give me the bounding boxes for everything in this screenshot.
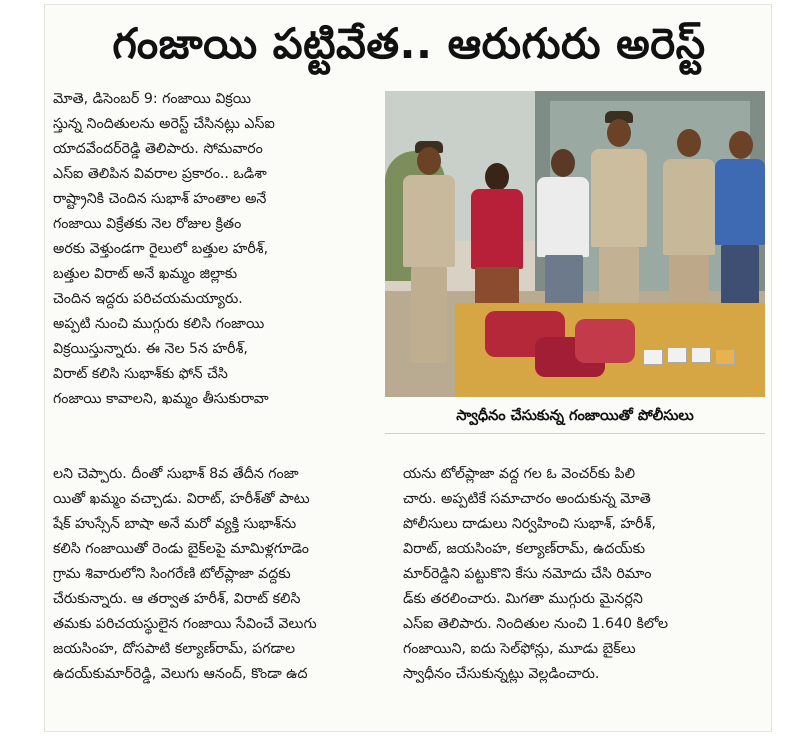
article-line: మోతె, డిసెంబర్ 9: గంజాయి విక్రయి <box>53 91 251 107</box>
article-line: విరాట్, జయసింహ, కల్యాణ్‌రామ్, ఉదయ్‌కు <box>403 541 645 557</box>
article-line: బత్తుల విరాట్ అనే ఖమ్మం జిల్లాకు <box>53 266 238 282</box>
article-column-right <box>403 462 765 687</box>
article-line: గంజాయి కావాలని, ఖమ్మం తీసుకురావా <box>53 391 269 407</box>
article-line: పోలీసులు దాడులు నిర్వహించి సుభాశ్, హరీశ్, <box>403 516 656 532</box>
article-line: యాదవేందర్‌రెడ్డి తెలిపారు. సోమవారం <box>53 141 263 157</box>
article-line: గ్రామ శివారులోని సింగరేణి టోల్‌ప్లాజా వద్దకు <box>53 566 291 582</box>
article-line: రాష్ట్రానికి చెందిన సుభాశ్ హంతాల అనే <box>53 191 267 207</box>
phone-item <box>667 347 687 363</box>
article-line: యితో ఖమ్మం వచ్చాడు. విరాట్, హరీశ్‌తో పాటు <box>53 491 310 507</box>
article-line: జయసింహ, దోసపాటి కల్యాణ్‌రామ్, పగడాల <box>53 641 296 657</box>
article-line: విరాట్ కలిసి సుభాశ్‌కు ఫోన్ చేసి <box>53 366 228 382</box>
news-clipping <box>44 4 772 732</box>
article-line: డ్‌కు తరలించారు. మిగతా ముగ్గురు మైనర్లని <box>403 591 643 607</box>
article-line: గంజాయిని, ఐదు సెల్‌ఫోన్లు, మూడు బైక్‌లు <box>403 641 636 657</box>
article-line: మార్‌రెడ్డిని పట్టుకొని కేసు నమోదు చేసి రిమాం <box>403 566 652 582</box>
caption-rule <box>385 433 765 434</box>
article-column-left <box>53 462 401 687</box>
article-line: చెందిన ఇద్దరు పరిచయమయ్యారు. <box>53 291 243 307</box>
article-line: విక్రయిస్తున్నారు. ఈ నెల 5న హరీశ్, <box>53 341 248 357</box>
article-line: అప్పటి నుంచి ముగ్గురు కలిసి గంజాయి <box>53 316 265 332</box>
phone-item <box>643 349 663 365</box>
article-line: తమకు పరిచయస్థులైన గంజాయి సేవించే వెలుగు <box>53 616 317 632</box>
article-line: చారు. అప్పటికే సమాచారం అందుకున్న మోతె <box>403 491 651 507</box>
headline: గంజాయి పట్టివేత.. ఆరుగురు అరెస్ట్ <box>112 19 706 68</box>
article-line: ఉదయ్‌కుమార్‌రెడ్డి, వెలుగు ఆనంద్, కొండా ఉద <box>53 666 308 682</box>
article-line: ఎస్ఐ తెలిపిన వివరాల ప్రకారం.. ఒడిశా <box>53 166 267 182</box>
article-line: కలిసి గంజాయితో రెండు బైక్‌లపై మామిళ్లగూడెం <box>53 541 309 557</box>
ganja-bag <box>575 319 635 363</box>
article-line: ఎస్ఐ తెలిపారు. నిందితుల నుంచి 1.640 కిలోల <box>403 616 669 632</box>
article-line: స్వాధీనం చేసుకున్నట్లు వెల్లడించారు. <box>403 666 600 682</box>
article-line: లని చెప్పారు. దీంతో సుభాశ్ 8వ తేదీన గంజా <box>53 466 299 482</box>
article-column-top <box>53 87 375 412</box>
article-line: గంజాయి విక్రేతకు నెల రోజుల క్రితం <box>53 216 242 232</box>
article-line: స్తున్న నిందితులను అరెస్ట్ చేసినట్లు ఎస్ఐ <box>53 116 275 132</box>
news-photo <box>385 91 765 397</box>
phone-item <box>691 347 711 363</box>
photo-caption: స్వాధీనం చేసుకున్న గంజాయితో పోలీసులు <box>456 408 694 424</box>
article-line: యను టోల్‌ప్లాజా వద్ద గల ఓ వెంచర్‌కు పిలి <box>403 466 636 482</box>
article-line: అరకు వెళ్తుండగా రైలులో బత్తుల హరీశ్, <box>53 241 269 257</box>
phone-item <box>715 349 735 365</box>
article-line: షేక్ హుస్సేన్ బాషా అనే మరో వ్యక్తి సుభాశ్‌ను <box>53 516 297 532</box>
article-line: చేరుకున్నారు. ఆ తర్వాత హరీశ్, విరాట్ కలిసి <box>53 591 301 607</box>
